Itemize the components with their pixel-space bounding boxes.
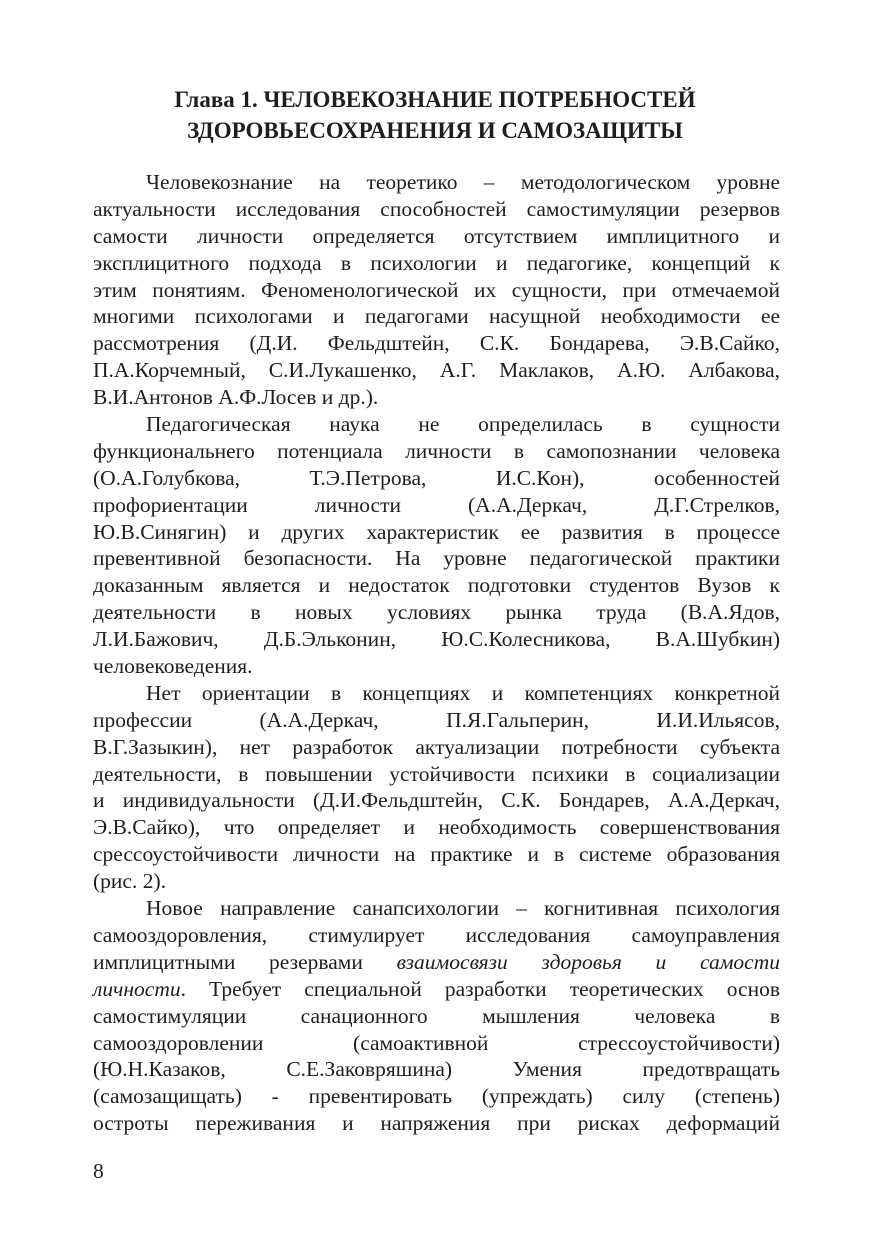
body-text <box>93 169 780 1137</box>
text-line: деятельности в новых условиях рынка труда (В.А.Ядов, <box>93 600 780 625</box>
text-line: (самозащищать) - превентировать (упреждать) силу (степень) <box>93 1084 780 1109</box>
text-line: В.И.Антонов А.Ф.Лосев и др.). <box>93 385 379 410</box>
text-line: Нет ориентации в концепциях и компетенциях конкретной <box>146 680 780 705</box>
text-line: самости личности определяется отсутствием имплицитного и <box>93 223 780 248</box>
text-line: Л.И.Бажович, Д.Б.Эльконин, Ю.С.Колесникова, В.А.Шубкин) <box>93 627 780 652</box>
italic-text-fragment: личности <box>93 976 181 1001</box>
chapter-title <box>90 84 780 146</box>
text-line: остроты переживания и напряжения при рисках деформаций <box>93 1111 780 1136</box>
text-fragment: имплицитными резервами <box>93 949 363 974</box>
text-line <box>93 949 780 976</box>
text-line: (Ю.Н.Казаков, С.Е.Заковряшина) Умения предотвращать <box>93 1057 780 1082</box>
paragraph-1 <box>93 169 780 411</box>
text-line: человековедения. <box>93 654 253 679</box>
text-line <box>93 976 780 1003</box>
text-line: профессии (А.А.Деркач, П.Я.Гальперин, И.И.Ильясов, <box>93 707 780 732</box>
text-line: рассмотрения (Д.И. Фельдштейн, С.К. Бондарева, Э.В.Сайко, <box>93 331 780 356</box>
text-line: Педагогическая наука не определилась в сущности <box>146 412 780 437</box>
text-line: профориентации личности (А.А.Деркач, Д.Г.Стрелков, <box>93 492 780 517</box>
text-line: Э.В.Сайко), что определяет и необходимость совершенствования <box>93 815 780 840</box>
text-line: актуальности исследования способностей самостимуляции резервов <box>93 196 780 221</box>
text-line: срессоустойчивости личности на практике и в системе образования <box>93 842 780 867</box>
paragraph-4 <box>93 895 780 1137</box>
text-line: (рис. 2). <box>93 869 166 894</box>
italic-text-fragment: взаимосвязи здоровья и самости <box>396 949 781 974</box>
paragraph-2 <box>93 411 780 680</box>
text-line: самооздоровлении (самоактивной стрессоустойчивости) <box>93 1030 780 1055</box>
chapter-title-line: Глава 1. ЧЕЛОВЕКОЗНАНИЕ ПОТРЕБНОСТЕЙ <box>174 87 696 112</box>
text-line: (О.А.Голубкова, Т.Э.Петрова, И.С.Кон), особенностей <box>93 465 780 490</box>
text-line: доказанным является и недостаток подготовки студентов Вузов к <box>93 573 780 598</box>
text-fragment: . Требует специальной разработки теоретических основ <box>180 976 780 1001</box>
text-line: самооздоровления, стимулирует исследования самоуправления <box>93 922 780 947</box>
chapter-title-line: ЗДОРОВЬЕСОХРАНЕНИЯ И САМОЗАЩИТЫ <box>187 118 683 143</box>
text-line: этим понятиям. Феноменологической их сущности, при отмечаемой <box>93 277 780 302</box>
text-line: превентивной безопасности. На уровне педагогической практики <box>93 546 780 571</box>
text-line: Ю.В.Синягин) и других характеристик ее развития в процессе <box>93 519 780 544</box>
text-line: функциональнего потенциала личности в самопознании человека <box>93 438 780 463</box>
paragraph-3 <box>93 680 780 895</box>
text-line: деятельности, в повышении устойчивости психики в социализации <box>93 761 780 786</box>
text-line: В.Г.Зазыкин), нет разработок актуализации потребности субъекта <box>93 734 780 759</box>
text-line: Человекознание на теоретико – методологическом уровне <box>146 170 780 194</box>
page-number: 8 <box>93 1159 104 1183</box>
text-line: эксплицитного подхода в психологии и педагогике, концепций к <box>93 250 780 275</box>
text-line: и индивидуальности (Д.И.Фельдштейн, С.К. Бондарев, А.А.Деркач, <box>93 788 780 813</box>
text-line: Новое направление санапсихологии – когнитивная психология <box>146 896 780 921</box>
text-line: П.А.Корчемный, С.И.Лукашенко, А.Г. Маклаков, А.Ю. Албакова, <box>93 358 780 383</box>
text-line: самостимуляции санационного мышления человека в <box>93 1003 780 1028</box>
text-line: многими психологами и педагогами насущной необходимости ее <box>93 304 780 329</box>
